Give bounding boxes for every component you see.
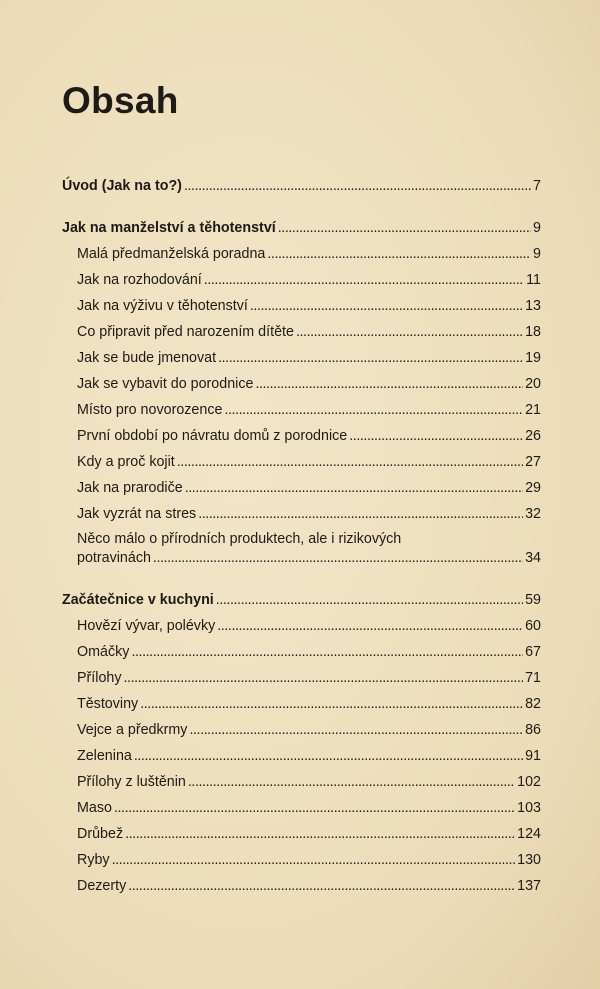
entry-page: 59 (525, 592, 541, 608)
toc-section-1 (62, 218, 541, 244)
toc-entry (62, 772, 541, 798)
entry-page: 32 (525, 506, 541, 522)
entry-page: 82 (525, 696, 541, 712)
toc-entry (62, 270, 541, 296)
dot-leader (185, 478, 523, 498)
dot-leader (153, 548, 523, 568)
entry-label-line1: Něco málo o přírodních produktech, ale i rizikových (77, 531, 402, 547)
entry-page: 102 (517, 774, 541, 790)
entry-page: 18 (525, 324, 541, 340)
entry-page: 19 (525, 350, 541, 366)
entry-page: 13 (525, 298, 541, 314)
entry-page: 124 (517, 826, 541, 842)
entry-label: Přílohy (77, 670, 122, 686)
entry-label: Jak se vybavit do porodnice (77, 376, 254, 392)
toc-entry (62, 642, 541, 668)
dot-leader (217, 616, 523, 636)
dot-leader (184, 176, 531, 196)
entry-label: Drůbež (77, 826, 124, 842)
toc-entry (62, 616, 541, 642)
dot-leader (278, 218, 531, 238)
entry-label: Těstoviny (77, 696, 139, 712)
entry-page: 9 (533, 220, 541, 236)
entry-page: 86 (525, 722, 541, 738)
dot-leader (125, 824, 515, 844)
entry-page: 27 (525, 454, 541, 470)
dot-leader (140, 694, 523, 714)
entry-label: Jak na rozhodování (77, 272, 202, 288)
toc-entry (62, 426, 541, 452)
entry-label: Jak na prarodiče (77, 480, 183, 496)
entry-page: 21 (525, 402, 541, 418)
entry-page: 29 (525, 480, 541, 496)
dot-leader (218, 348, 523, 368)
entry-page: 91 (525, 748, 541, 764)
toc-section-2 (62, 590, 541, 616)
entry-page: 26 (525, 428, 541, 444)
entry-label: Jak na manželství a těhotenství (62, 220, 276, 236)
entry-page: 103 (517, 800, 541, 816)
toc-entry (62, 400, 541, 426)
entry-label: Přílohy z luštěnin (77, 774, 186, 790)
entry-label: Kdy a proč kojit (77, 454, 175, 470)
entry-page: 7 (533, 178, 541, 194)
toc-entry (62, 668, 541, 694)
entry-page: 9 (533, 246, 541, 262)
entry-page: 130 (517, 852, 541, 868)
dot-leader (114, 798, 515, 818)
entry-page: 20 (525, 376, 541, 392)
entry-label: Vejce a předkrmy (77, 722, 188, 738)
entry-label: Omáčky (77, 644, 130, 660)
entry-label-line2: potravinách (77, 550, 151, 566)
entry-page: 71 (525, 670, 541, 686)
toc-entry (62, 850, 541, 876)
toc-entry (62, 824, 541, 850)
entry-label: Ryby (77, 852, 110, 868)
toc-entry (62, 452, 541, 478)
entry-label: Jak se bude jmenovat (77, 350, 217, 366)
toc-entry-intro (62, 176, 541, 202)
entry-label: Zelenina (77, 748, 132, 764)
toc-entry (62, 746, 541, 772)
dot-leader (198, 504, 523, 524)
dot-leader (267, 244, 531, 264)
toc-entry (62, 876, 541, 902)
dot-leader (177, 452, 523, 472)
dot-leader (255, 374, 523, 394)
entry-label: Úvod (Jak na to?) (62, 178, 182, 194)
dot-leader (204, 270, 524, 290)
toc-entry (62, 244, 541, 270)
toc-entry (62, 720, 541, 746)
toc-entry (62, 374, 541, 400)
entry-label: Jak vyzrát na stres (77, 506, 197, 522)
dot-leader (124, 668, 524, 688)
entry-page: 67 (525, 644, 541, 660)
dot-leader (134, 746, 523, 766)
toc-entry (62, 694, 541, 720)
entry-label: Hovězí vývar, polévky (77, 618, 216, 634)
dot-leader (216, 590, 523, 610)
toc-entry (62, 478, 541, 504)
dot-leader (131, 642, 523, 662)
dot-leader (189, 720, 523, 740)
entry-label: Místo pro novorozence (77, 402, 223, 418)
entry-label: Dezerty (77, 878, 127, 894)
toc-entry (62, 504, 541, 530)
dot-leader (250, 296, 523, 316)
toc-entry (62, 798, 541, 824)
entry-page: 137 (517, 878, 541, 894)
table-of-contents (62, 176, 541, 902)
dot-leader (349, 426, 523, 446)
toc-entry-multiline (62, 530, 541, 574)
page-title: Obsah (62, 80, 179, 121)
entry-label: Jak na výživu v těhotenství (77, 298, 248, 314)
dot-leader (112, 850, 516, 870)
dot-leader (128, 876, 515, 896)
entry-label: Začátečnice v kuchyni (62, 592, 214, 608)
dot-leader (224, 400, 523, 420)
toc-entry (62, 322, 541, 348)
entry-label: Malá předmanželská poradna (77, 246, 266, 262)
dot-leader (296, 322, 523, 342)
entry-label: První období po návratu domů z porodnice (77, 428, 348, 444)
toc-entry (62, 296, 541, 322)
entry-label: Co připravit před narozením dítěte (77, 324, 294, 340)
dot-leader (188, 772, 515, 792)
entry-page: 34 (525, 550, 541, 566)
toc-entry (62, 348, 541, 374)
entry-label: Maso (77, 800, 112, 816)
entry-page: 11 (526, 272, 541, 288)
entry-page: 60 (525, 618, 541, 634)
